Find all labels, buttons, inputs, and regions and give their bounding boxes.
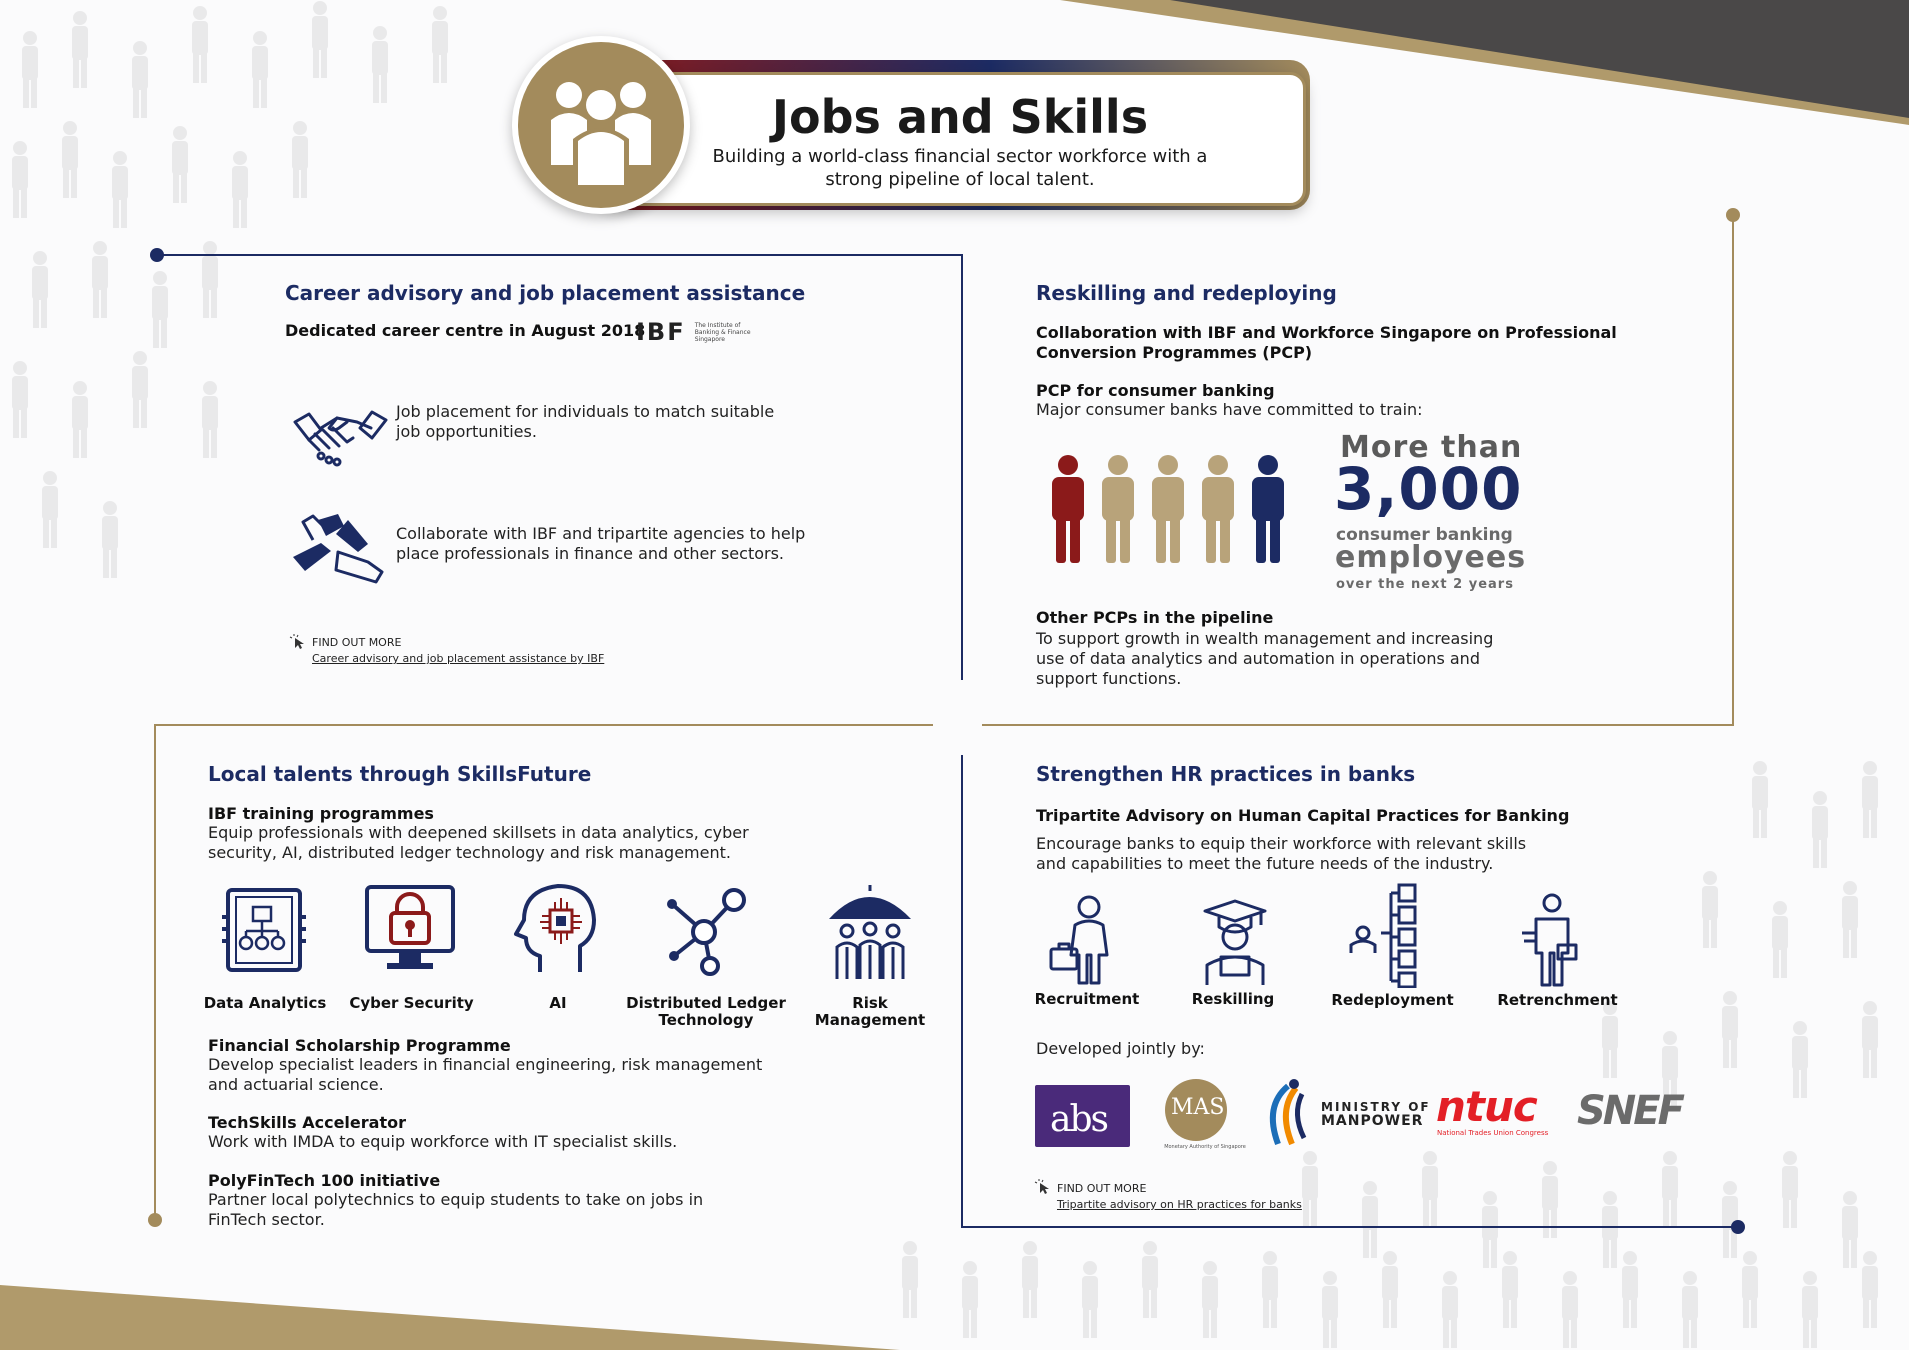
ai-label: AI <box>549 994 567 1012</box>
ibf-training-title: IBF training programmes <box>208 804 434 823</box>
reskill-collab-line1: Collaboration with IBF and Workforce Singapore on Professional <box>1036 323 1617 342</box>
snef-logo: SNEF <box>1577 1088 1682 1134</box>
page-subtitle-line1: Building a world-class financial sector workforce with a <box>712 146 1208 167</box>
fsp-line1: Develop specialist leaders in financial engineering, risk management <box>208 1055 763 1074</box>
stat-employees: employees <box>1335 540 1527 575</box>
mas-logo-text: MAS <box>1171 1095 1225 1120</box>
fsp-line2: and actuarial science. <box>208 1075 384 1094</box>
other-pcp-line3: support functions. <box>1036 669 1182 688</box>
reskilling-label: Reskilling <box>1191 990 1275 1008</box>
distributed-ledger-label-line1: Distributed Ledger <box>626 994 786 1012</box>
distributed-ledger-label-line2: Technology <box>658 1011 754 1029</box>
ntuc-logo: ntuc <box>1436 1082 1537 1131</box>
abs-logo-text: abs <box>1050 1099 1107 1140</box>
header-badge <box>512 36 690 214</box>
career-item2-line2: place professionals in finance and other sectors. <box>396 544 784 563</box>
page-subtitle <box>690 145 1230 191</box>
other-pcp-title: Other PCPs in the pipeline <box>1036 608 1274 627</box>
people-group-icon <box>541 65 661 185</box>
career-item2-line1: Collaborate with IBF and tripartite agencies to help <box>396 524 806 543</box>
ibf-logo-small-3: Singapore <box>694 336 725 343</box>
pcp-text: Major consumer banks have committed to train: <box>1036 400 1423 419</box>
mas-logo-small: Monetary Authority of Singapore <box>1164 1144 1246 1150</box>
ntuc-logo-small: National Trades Union Congress <box>1437 1129 1549 1137</box>
ibf-training-line2: security, AI, distributed ledger technology and risk management. <box>208 843 731 862</box>
career-item1-line1: Job placement for individuals to match suitable <box>396 402 775 421</box>
fsp-title: Financial Scholarship Programme <box>208 1036 511 1055</box>
poly-title: PolyFinTech 100 initiative <box>208 1171 441 1190</box>
local-title: Local talents through SkillsFuture <box>208 762 592 786</box>
stat-next-years: over the next 2 years <box>1336 577 1514 592</box>
tri-line2: and capabilities to meet the future needs of the industry. <box>1036 854 1494 873</box>
ibf-training-line1: Equip professionals with deepened skillsets in data analytics, cyber <box>208 823 749 842</box>
career-link[interactable]: Career advisory and job placement assistance by IBF <box>312 652 605 665</box>
risk-management-label: Risk Management <box>814 994 926 1029</box>
tsa-text: Work with IMDA to equip workforce with IT specialist skills. <box>208 1132 678 1151</box>
mom-line1: MINISTRY OF <box>1321 1100 1431 1114</box>
stat-more-than: More than <box>1340 430 1523 465</box>
career-find-out-more: FIND OUT MORE <box>312 636 402 649</box>
pcp-title: PCP for consumer banking <box>1036 381 1275 400</box>
career-item1-line2: job opportunities. <box>396 422 537 441</box>
hr-title: Strengthen HR practices in banks <box>1036 762 1416 786</box>
tri-title: Tripartite Advisory on Human Capital Practices for Banking <box>1036 806 1570 825</box>
poly-line1: Partner local polytechnics to equip students to take on jobs in <box>208 1190 704 1209</box>
career-subtitle: Dedicated career centre in August 2018 <box>285 321 646 340</box>
ibf-logo-text: IBF <box>636 318 686 346</box>
recruitment-label: Recruitment <box>1034 990 1140 1008</box>
reskill-collab-line2: Conversion Programmes (PCP) <box>1036 343 1313 362</box>
poly-line2: FinTech sector. <box>208 1210 325 1229</box>
reskill-title: Reskilling and redeploying <box>1036 281 1337 305</box>
retrenchment-label: Retrenchment <box>1497 991 1618 1009</box>
ibf-logo-small-2: Banking & Finance <box>694 329 751 336</box>
career-title: Career advisory and job placement assistance <box>285 281 806 305</box>
hr-link[interactable]: Tripartite advisory on HR practices for banks <box>1057 1198 1302 1211</box>
ibf-logo-small-1: The Institute of <box>694 322 741 329</box>
other-pcp-line1: To support growth in wealth management and increasing <box>1036 629 1494 648</box>
other-pcp-line2: use of data analytics and automation in operations and <box>1036 649 1480 668</box>
developed-jointly: Developed jointly by: <box>1036 1039 1205 1058</box>
stat-number: 3,000 <box>1334 455 1523 523</box>
tsa-title: TechSkills Accelerator <box>208 1113 406 1132</box>
stat-consumer-banking: consumer banking <box>1336 525 1513 545</box>
mom-line2: MANPOWER <box>1321 1113 1424 1129</box>
page-title: Jobs and Skills <box>771 90 1149 144</box>
cyber-security-label: Cyber Security <box>349 994 474 1012</box>
hr-find-out-more: FIND OUT MORE <box>1057 1182 1147 1195</box>
page-subtitle-line2: strong pipeline of local talent. <box>825 169 1095 190</box>
data-analytics-label: Data Analytics <box>203 994 327 1012</box>
redeployment-label: Redeployment <box>1331 991 1454 1009</box>
tri-line1: Encourage banks to equip their workforce with relevant skills <box>1036 834 1527 853</box>
